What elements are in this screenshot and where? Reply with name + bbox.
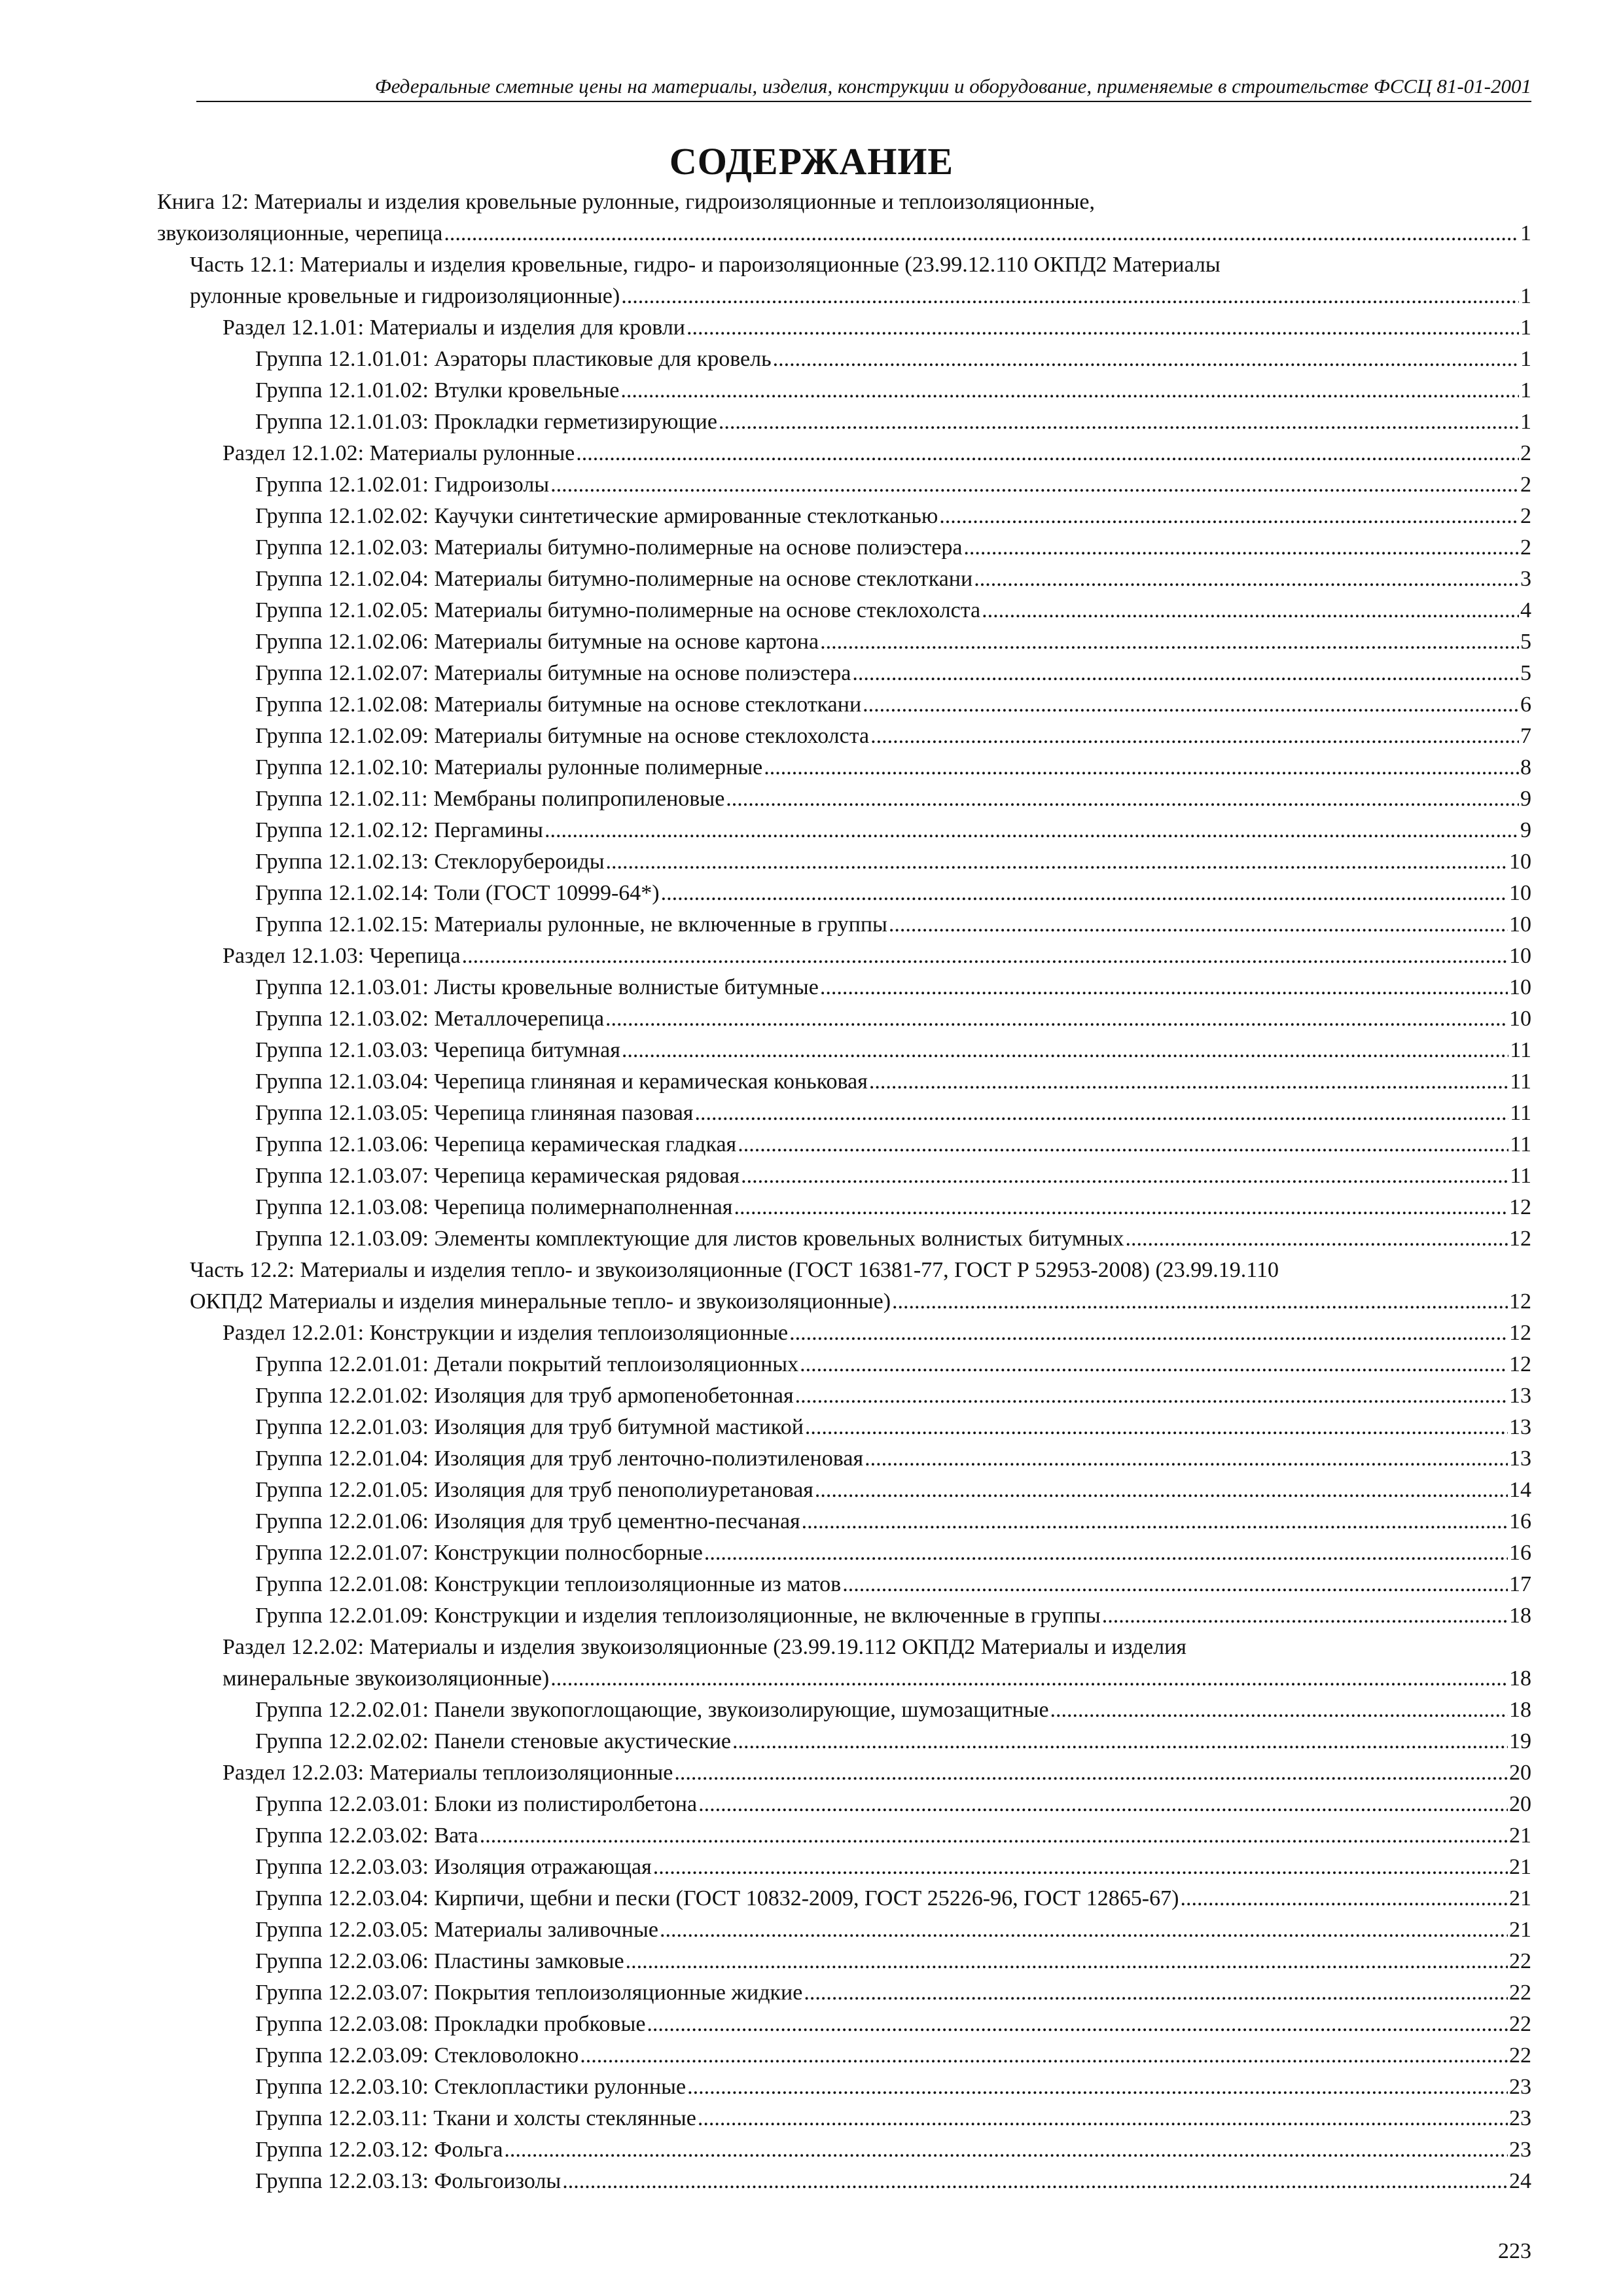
toc-entry-text: Группа 12.2.01.06: Изоляция для труб цементно-песчаная	[255, 1509, 800, 1534]
dot-leader	[719, 406, 1519, 438]
toc-page-number: 23	[1509, 2106, 1531, 2130]
toc-group-entry[interactable]	[157, 1475, 1531, 1506]
dot-leader	[863, 689, 1519, 721]
toc-page-number: 3	[1520, 567, 1531, 591]
dot-leader	[694, 1098, 1508, 1129]
dot-leader	[1102, 1600, 1508, 1632]
toc-book-entry[interactable]	[157, 187, 1531, 249]
dot-leader	[870, 721, 1519, 752]
toc-group-entry[interactable]	[157, 1820, 1531, 1852]
toc-entry-text: Раздел 12.1.02: Материалы рулонные	[223, 441, 575, 465]
toc-page-number: 13	[1509, 1446, 1531, 1471]
toc-entry-text: Раздел 12.2.03: Материалы теплоизоляционные	[223, 1761, 673, 1785]
dot-leader	[504, 2134, 1508, 2166]
toc-group-entry[interactable]	[157, 1569, 1531, 1600]
toc-page-number: 9	[1520, 787, 1531, 811]
toc-group-entry[interactable]	[157, 406, 1531, 438]
toc-group-entry[interactable]	[157, 564, 1531, 595]
toc-entry-text: Группа 12.1.02.05: Материалы битумно-полимерные на основе стеклохолста	[255, 598, 981, 622]
toc-group-entry[interactable]	[157, 1129, 1531, 1160]
toc-group-entry[interactable]	[157, 909, 1531, 941]
toc-page-number: 18	[1509, 1666, 1531, 1691]
toc-group-entry[interactable]	[157, 1098, 1531, 1129]
toc-entry-text: Группа 12.1.02.10: Материалы рулонные полимерные	[255, 755, 763, 780]
toc-page-number: 1	[1520, 410, 1531, 434]
toc-page-number: 2	[1520, 535, 1531, 560]
toc-group-entry[interactable]	[157, 1789, 1531, 1820]
dot-leader	[626, 1946, 1508, 1977]
dot-leader	[982, 595, 1519, 626]
dot-leader	[674, 1757, 1508, 1789]
toc-entry-text: Группа 12.1.03.03: Черепица битумная	[255, 1038, 620, 1062]
toc-entry-text: рулонные кровельные и гидроизоляционные)	[190, 284, 620, 308]
toc-page-number: 21	[1509, 1823, 1531, 1848]
toc-page-number: 1	[1520, 347, 1531, 371]
dot-leader	[741, 1160, 1508, 1192]
toc-group-entry[interactable]	[157, 1946, 1531, 1977]
toc-entry-text: Группа 12.1.01.03: Прокладки герметизирующие	[255, 410, 717, 434]
toc-group-entry[interactable]	[157, 1349, 1531, 1380]
toc-entry-text: Группа 12.2.01.04: Изоляция для труб ленточно-полиэтиленовая	[255, 1446, 864, 1471]
toc-entry-text: Раздел 12.1.01: Материалы и изделия для кровли	[223, 315, 685, 340]
toc-page-number: 2	[1520, 473, 1531, 497]
toc-entry-text: Группа 12.2.03.06: Пластины замковые	[255, 1949, 624, 1973]
dot-leader	[865, 1443, 1508, 1475]
toc-page-number: 11	[1510, 1038, 1531, 1062]
toc-group-entry[interactable]	[157, 658, 1531, 689]
toc-group-entry[interactable]	[157, 1192, 1531, 1223]
toc-group-entry[interactable]	[157, 2072, 1531, 2103]
toc-page-number: 1	[1520, 378, 1531, 403]
toc-page-number: 16	[1509, 1509, 1531, 1534]
toc-entry-text: Группа 12.1.02.08: Материалы битумные на основе стеклоткани	[255, 692, 862, 717]
toc-entry-text: Группа 12.2.03.02: Вата	[255, 1823, 478, 1848]
toc-group-entry[interactable]	[157, 1035, 1531, 1066]
page-number: 223	[1498, 2239, 1531, 2263]
toc-group-entry[interactable]	[157, 972, 1531, 1003]
toc-entry-text: Раздел 12.2.01: Конструкции и изделия теплоизоляционные	[223, 1321, 789, 1345]
toc-entry-text: Группа 12.1.02.15: Материалы рулонные, не включенные в группы	[255, 912, 887, 937]
toc-group-entry[interactable]	[157, 846, 1531, 878]
toc-group-entry[interactable]	[157, 752, 1531, 783]
toc-page-number: 1	[1520, 284, 1531, 308]
toc-group-entry[interactable]	[157, 1695, 1531, 1726]
toc-entry-text: Группа 12.1.02.13: Стеклорубероиды	[255, 850, 605, 874]
dot-leader	[1050, 1695, 1508, 1726]
toc-page-number: 22	[1509, 1981, 1531, 2005]
toc-page-number: 13	[1509, 1415, 1531, 1439]
dot-leader	[550, 1663, 1508, 1695]
toc-page-number: 20	[1509, 1792, 1531, 1816]
toc-group-entry[interactable]	[157, 1223, 1531, 1255]
dot-leader	[802, 1506, 1508, 1537]
toc-entry-text: Группа 12.1.02.01: Гидроизолы	[255, 473, 550, 497]
toc-entry-text: Группа 12.2.01.08: Конструкции теплоизоляционные из матов	[255, 1572, 842, 1596]
toc-entry-text: Группа 12.1.02.04: Материалы битумно-полимерные на основе стеклоткани	[255, 567, 973, 591]
toc-page-number: 11	[1510, 1164, 1531, 1188]
toc-page-number: 16	[1509, 1541, 1531, 1565]
toc-entry-text: Группа 12.2.03.09: Стекловолокно	[255, 2043, 579, 2068]
table-of-contents	[157, 187, 1531, 2197]
dot-leader	[698, 2103, 1508, 2134]
dot-leader	[622, 1035, 1508, 1066]
dot-leader	[647, 2009, 1508, 2040]
toc-entry-text: Часть 12.1: Материалы и изделия кровельные, гидро- и пароизоляционные (23.99.12.110 ОКПД2 Материалы	[190, 253, 1221, 277]
dot-leader	[738, 1129, 1508, 1160]
toc-entry-text: Часть 12.2: Материалы и изделия тепло- и звукоизоляционные (ГОСТ 16381-77, ГОСТ Р 52953-2008) (23.99.19.110	[190, 1258, 1279, 1282]
dot-leader	[661, 878, 1508, 909]
toc-page-number: 9	[1520, 818, 1531, 842]
toc-group-entry[interactable]	[157, 1066, 1531, 1098]
dot-leader	[773, 344, 1519, 375]
toc-entry-text: Группа 12.1.02.03: Материалы битумно-полимерные на основе полиэстера	[255, 535, 963, 560]
toc-entry-text: Группа 12.1.02.12: Пергамины	[255, 818, 543, 842]
toc-part-entry[interactable]	[157, 249, 1531, 312]
dot-leader	[653, 1852, 1508, 1883]
toc-group-entry[interactable]	[157, 1914, 1531, 1946]
toc-page-number: 13	[1509, 1384, 1531, 1408]
dot-leader	[804, 1977, 1508, 2009]
toc-entry-text: Группа 12.2.03.04: Кирпичи, щебни и пески (ГОСТ 10832-2009, ГОСТ 25226-96, ГОСТ 12865-67)	[255, 1886, 1179, 1910]
toc-section-entry[interactable]	[157, 438, 1531, 469]
dot-leader	[480, 1820, 1508, 1852]
dot-leader	[974, 564, 1519, 595]
toc-section-entry[interactable]	[157, 312, 1531, 344]
toc-entry-text: Группа 12.2.02.02: Панели стеновые акустические	[255, 1729, 732, 1753]
toc-page-number: 10	[1509, 944, 1531, 968]
toc-group-entry[interactable]	[157, 1412, 1531, 1443]
toc-page-number: 12	[1509, 1352, 1531, 1376]
toc-group-entry[interactable]	[157, 1003, 1531, 1035]
toc-entry-text: Группа 12.2.01.05: Изоляция для труб пенополиуретановая	[255, 1478, 813, 1502]
dot-leader	[815, 1475, 1508, 1506]
toc-entry-text: Группа 12.2.03.05: Материалы заливочные	[255, 1918, 658, 1942]
dot-leader	[580, 2040, 1508, 2072]
dot-leader	[660, 1914, 1508, 1946]
dot-leader	[550, 469, 1519, 501]
toc-entry-text: Группа 12.2.03.11: Ткани и холсты стеклянные	[255, 2106, 696, 2130]
dot-leader	[1180, 1883, 1508, 1914]
toc-entry-text: Раздел 12.2.02: Материалы и изделия звукоизоляционные (23.99.19.112 ОКПД2 Материалы и изделия	[223, 1635, 1186, 1659]
toc-part-entry[interactable]	[157, 1255, 1531, 1318]
toc-page-number: 19	[1509, 1729, 1531, 1753]
toc-group-entry[interactable]	[157, 1506, 1531, 1537]
dot-leader	[704, 1537, 1508, 1569]
toc-page-number: 10	[1509, 975, 1531, 999]
toc-section-entry[interactable]	[157, 1757, 1531, 1789]
toc-page-number: 7	[1520, 724, 1531, 748]
toc-page-number: 18	[1509, 1698, 1531, 1722]
toc-page-number: 17	[1509, 1572, 1531, 1596]
toc-entry-text: Группа 12.1.02.11: Мембраны полипропиленовые	[255, 787, 725, 811]
toc-page-number: 5	[1520, 630, 1531, 654]
toc-entry-text: Группа 12.1.03.01: Листы кровельные волнистые битумные	[255, 975, 819, 999]
toc-group-entry[interactable]	[157, 1977, 1531, 2009]
toc-group-entry[interactable]	[157, 2009, 1531, 2040]
toc-page-number: 6	[1520, 692, 1531, 717]
toc-group-entry[interactable]	[157, 815, 1531, 846]
toc-entry-text: Группа 12.1.03.07: Черепица керамическая рядовая	[255, 1164, 740, 1188]
toc-page-number: 21	[1509, 1855, 1531, 1879]
toc-entry-text: звукоизоляционные, черепица	[157, 221, 443, 245]
dot-leader	[734, 1192, 1508, 1223]
toc-entry-text: Группа 12.2.03.12: Фольга	[255, 2138, 503, 2162]
toc-page-number: 2	[1520, 441, 1531, 465]
dot-leader	[698, 1789, 1508, 1820]
toc-entry-text: Группа 12.1.02.14: Толи (ГОСТ 10999-64*)	[255, 881, 660, 905]
toc-group-entry[interactable]	[157, 1537, 1531, 1569]
toc-entry-text: Группа 12.2.01.09: Конструкции и изделия теплоизоляционные, не включенные в группы	[255, 1604, 1101, 1628]
toc-group-entry[interactable]	[157, 1883, 1531, 1914]
toc-entry-text: Группа 12.2.03.08: Прокладки пробковые	[255, 2012, 646, 2036]
toc-entry-text: Группа 12.1.02.07: Материалы битумные на основе полиэстера	[255, 661, 851, 685]
toc-entry-text: Группа 12.1.01.01: Аэраторы пластиковые для кровель	[255, 347, 772, 371]
toc-group-entry[interactable]	[157, 595, 1531, 626]
dot-leader	[606, 846, 1508, 878]
toc-entry-text: Группа 12.1.01.02: Втулки кровельные	[255, 378, 620, 403]
toc-group-entry[interactable]	[157, 1160, 1531, 1192]
dot-leader	[764, 752, 1519, 783]
toc-entry-text: ОКПД2 Материалы и изделия минеральные тепло- и звукоизоляционные)	[190, 1289, 891, 1314]
toc-page-number: 12	[1509, 1195, 1531, 1219]
dot-leader	[544, 815, 1519, 846]
toc-page-number: 18	[1509, 1604, 1531, 1628]
toc-page-number: 10	[1509, 1007, 1531, 1031]
dot-leader	[869, 1066, 1508, 1098]
toc-page-number: 23	[1509, 2138, 1531, 2162]
toc-page-number: 11	[1510, 1132, 1531, 1157]
toc-group-entry[interactable]	[157, 878, 1531, 909]
dot-leader	[842, 1569, 1508, 1600]
header-rule	[196, 101, 1531, 102]
toc-page-number: 8	[1520, 755, 1531, 780]
toc-group-entry[interactable]	[157, 1726, 1531, 1757]
toc-group-entry[interactable]	[157, 783, 1531, 815]
toc-page-number: 10	[1509, 881, 1531, 905]
dot-leader	[732, 1726, 1508, 1757]
toc-section-entry[interactable]	[157, 1318, 1531, 1349]
toc-entry-text: Группа 12.1.03.02: Металлочерепица	[255, 1007, 605, 1031]
toc-group-entry[interactable]	[157, 721, 1531, 752]
toc-entry-text: Группа 12.2.01.01: Детали покрытий теплоизоляционных	[255, 1352, 799, 1376]
toc-entry-text: Группа 12.1.02.09: Материалы битумные на основе стеклохолста	[255, 724, 870, 748]
toc-entry-text: Группа 12.1.03.09: Элементы комплектующие для листов кровельных волнистых битумных	[255, 1227, 1124, 1251]
toc-page-number: 22	[1509, 2043, 1531, 2068]
toc-entry-text: Группа 12.1.03.08: Черепица полимернаполненная	[255, 1195, 733, 1219]
toc-page-number: 22	[1509, 1949, 1531, 1973]
toc-group-entry[interactable]	[157, 469, 1531, 501]
toc-group-entry[interactable]	[157, 626, 1531, 658]
toc-entry-text: Группа 12.2.03.10: Стеклопластики рулонные	[255, 2075, 687, 2099]
toc-page-number: 2	[1520, 504, 1531, 528]
toc-entry-text: Группа 12.2.03.13: Фольгоизолы	[255, 2169, 562, 2193]
toc-entry-text: Группа 12.2.02.01: Панели звукопоглощающие, звукоизолирующие, шумозащитные	[255, 1698, 1049, 1722]
toc-group-entry[interactable]	[157, 1443, 1531, 1475]
dot-leader	[789, 1318, 1508, 1349]
toc-entry-text: Группа 12.2.01.07: Конструкции полносборные	[255, 1541, 703, 1565]
toc-entry-text: Группа 12.2.03.07: Покрытия теплоизоляционные жидкие	[255, 1981, 803, 2005]
dot-leader	[820, 626, 1519, 658]
dot-leader	[852, 658, 1519, 689]
toc-group-entry[interactable]	[157, 689, 1531, 721]
dot-leader	[576, 438, 1519, 469]
dot-leader	[444, 218, 1519, 249]
toc-page-number: 24	[1509, 2169, 1531, 2193]
toc-section-entry[interactable]	[157, 941, 1531, 972]
toc-page-number: 10	[1509, 850, 1531, 874]
toc-entry-text: Группа 12.2.01.03: Изоляция для труб битумной мастикой	[255, 1415, 804, 1439]
toc-group-entry[interactable]	[157, 375, 1531, 406]
dot-leader	[620, 375, 1519, 406]
dot-leader	[820, 972, 1508, 1003]
toc-entry-text: Группа 12.2.03.01: Блоки из полистиролбетона	[255, 1792, 698, 1816]
toc-entry-text: Группа 12.1.03.04: Черепица глиняная и керамическая коньковая	[255, 1069, 868, 1094]
toc-page-number: 14	[1509, 1478, 1531, 1502]
toc-page-number: 12	[1509, 1289, 1531, 1314]
toc-entry-text: Группа 12.1.03.06: Черепица керамическая гладкая	[255, 1132, 737, 1157]
toc-page-number: 1	[1520, 221, 1531, 245]
toc-group-entry[interactable]	[157, 532, 1531, 564]
toc-group-entry[interactable]	[157, 2166, 1531, 2197]
toc-page-number: 10	[1509, 912, 1531, 937]
dot-leader	[892, 1286, 1508, 1318]
toc-group-entry[interactable]	[157, 1852, 1531, 1883]
toc-section-entry[interactable]	[157, 1632, 1531, 1695]
toc-page-number: 22	[1509, 2012, 1531, 2036]
dot-leader	[795, 1380, 1508, 1412]
dot-leader	[939, 501, 1519, 532]
dot-leader	[462, 941, 1508, 972]
dot-leader	[687, 2072, 1508, 2103]
toc-page-number: 21	[1509, 1886, 1531, 1910]
page-title: СОДЕРЖАНИЕ	[669, 140, 954, 183]
dot-leader	[726, 783, 1519, 815]
toc-group-entry[interactable]	[157, 2134, 1531, 2166]
toc-group-entry[interactable]	[157, 2040, 1531, 2072]
toc-page-number: 21	[1509, 1918, 1531, 1942]
dot-leader	[963, 532, 1519, 564]
toc-group-entry[interactable]	[157, 2103, 1531, 2134]
toc-page-number: 12	[1509, 1227, 1531, 1251]
toc-page-number: 11	[1510, 1069, 1531, 1094]
toc-entry-text: Группа 12.2.03.03: Изоляция отражающая	[255, 1855, 652, 1879]
toc-page-number: 23	[1509, 2075, 1531, 2099]
dot-leader	[889, 909, 1508, 941]
dot-leader	[687, 312, 1519, 344]
dot-leader	[800, 1349, 1508, 1380]
dot-leader	[605, 1003, 1508, 1035]
dot-leader	[1125, 1223, 1508, 1255]
toc-entry-text: Книга 12: Материалы и изделия кровельные рулонные, гидроизоляционные и теплоизоляционные,	[157, 190, 1095, 214]
dot-leader	[562, 2166, 1508, 2197]
running-header: Федеральные сметные цены на материалы, изделия, конструкции и оборудование, применяемые в строительстве ФССЦ 81-01-2001	[374, 75, 1531, 98]
toc-group-entry[interactable]	[157, 344, 1531, 375]
toc-page-number: 4	[1520, 598, 1531, 622]
toc-entry-text: Группа 12.1.03.05: Черепица глиняная пазовая	[255, 1101, 694, 1125]
toc-entry-text: Группа 12.2.01.02: Изоляция для труб армопенобетонная	[255, 1384, 794, 1408]
toc-page-number: 5	[1520, 661, 1531, 685]
toc-entry-text: Группа 12.1.02.02: Каучуки синтетические армированные стеклотканью	[255, 504, 938, 528]
toc-page-number: 20	[1509, 1761, 1531, 1785]
toc-entry-text: Раздел 12.1.03: Черепица	[223, 944, 461, 968]
toc-group-entry[interactable]	[157, 1380, 1531, 1412]
dot-leader	[621, 281, 1519, 312]
toc-page-number: 12	[1509, 1321, 1531, 1345]
toc-page-number: 1	[1520, 315, 1531, 340]
toc-page-number: 11	[1510, 1101, 1531, 1125]
toc-group-entry[interactable]	[157, 501, 1531, 532]
toc-group-entry[interactable]	[157, 1600, 1531, 1632]
dot-leader	[805, 1412, 1508, 1443]
toc-entry-text: Группа 12.1.02.06: Материалы битумные на основе картона	[255, 630, 819, 654]
toc-entry-text: минеральные звукоизоляционные)	[223, 1666, 550, 1691]
